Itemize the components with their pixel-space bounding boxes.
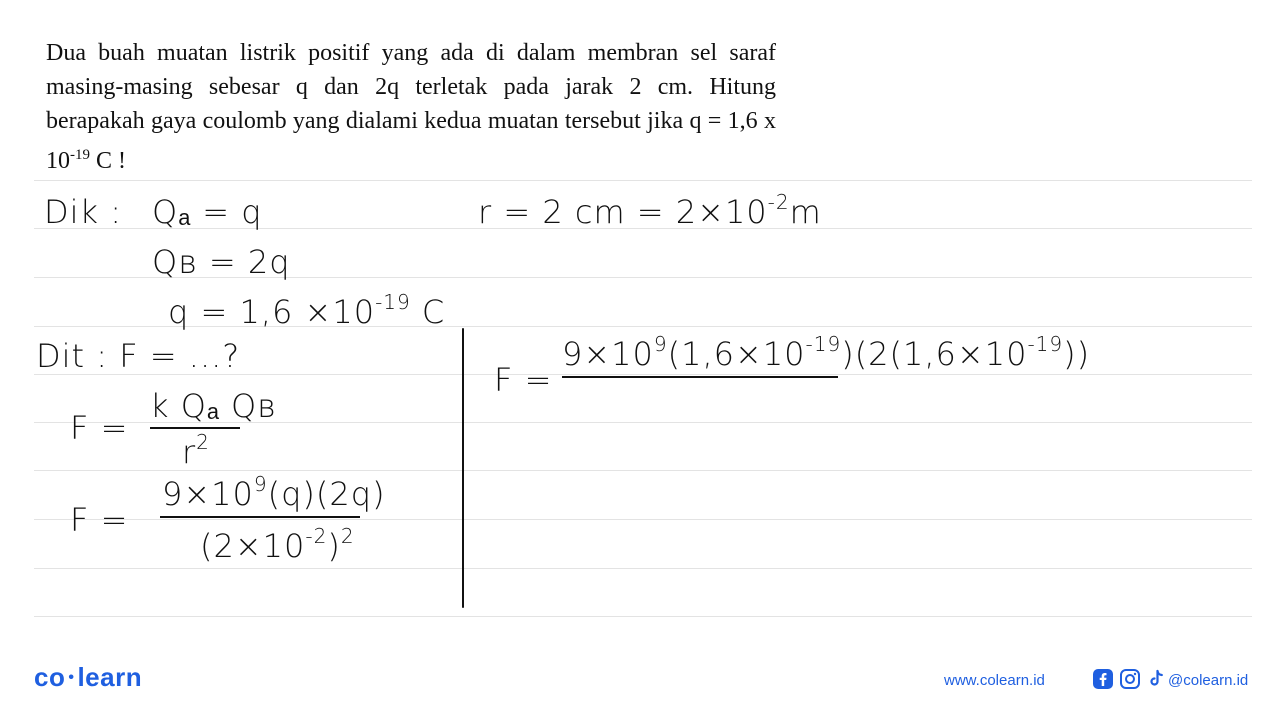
right-expression — [562, 334, 1090, 374]
subst-numerator — [162, 474, 386, 514]
logo-right: learn — [77, 662, 143, 692]
subst-lhs: F = — [70, 501, 129, 539]
subst-denominator — [200, 526, 355, 566]
ruled-line — [34, 470, 1252, 471]
subst-num-rest: (q)(2q) — [267, 475, 386, 513]
q-value-exp: -19 — [375, 290, 411, 314]
qb-line: Qʙ = 2q — [152, 243, 291, 281]
right-expr-a-exp: 9 — [653, 332, 668, 356]
subst-den-base: (2×10 — [200, 527, 306, 565]
right-expr-b: (1,6×10 — [667, 335, 806, 373]
q-value-unit: C — [421, 293, 446, 331]
subst-den-exp: -2 — [305, 524, 328, 548]
tiktok-icon[interactable] — [1145, 668, 1167, 690]
instagram-icon[interactable] — [1119, 668, 1141, 690]
problem-text: Dua buah muatan listrik positif yang ada di dalam membran sel saraf masing-masing sebesar q dan 2q terletak pada jarak 2 cm. Hitung berapakah gaya coulomb yang dialami kedua muatan tersebut jika q = 1,6 x 10 — [46, 40, 776, 174]
subst-num-base: 9×10 — [162, 475, 254, 513]
formula-lhs: F = — [70, 409, 129, 447]
right-expr-c: )(2(1,6×10 — [841, 335, 1028, 373]
dik-label: Dik : — [44, 193, 123, 231]
logo-dot: • — [68, 669, 75, 686]
problem-exponent: -19 — [70, 147, 90, 163]
right-fraction-bar — [562, 376, 838, 378]
right-expr-b-exp: -19 — [805, 332, 842, 356]
r-line-unit: m — [789, 193, 822, 231]
formula-den-exp: 2 — [196, 430, 210, 454]
r-line — [478, 192, 822, 232]
subst-fraction-bar — [160, 516, 360, 518]
formula-den-base: r — [182, 433, 197, 471]
problem-statement — [46, 36, 776, 178]
ruled-line — [34, 568, 1252, 569]
formula-fraction-bar — [150, 427, 240, 429]
footer-url[interactable]: www.colearn.id — [944, 672, 1045, 689]
ruled-line — [34, 180, 1252, 181]
q-value-line — [168, 292, 445, 332]
q-value-base: q = 1,6 ×10 — [168, 293, 376, 331]
r-line-exp: -2 — [767, 190, 790, 214]
facebook-icon[interactable] — [1092, 668, 1114, 690]
vertical-divider — [462, 328, 464, 608]
colearn-logo — [34, 662, 142, 693]
formula-denominator — [182, 432, 210, 472]
subst-den-close: ) — [327, 527, 341, 565]
qa-line: Qₐ = q — [152, 193, 263, 231]
logo-left: co — [34, 662, 66, 692]
formula-numerator: k Qₐ Qʙ — [150, 387, 277, 425]
ruled-line — [34, 616, 1252, 617]
dit-line: Dit : F = ...? — [36, 337, 241, 375]
ruled-line — [34, 519, 1252, 520]
subst-den-pow: 2 — [340, 524, 355, 548]
subst-num-exp: 9 — [253, 472, 268, 496]
right-expr-d: )) — [1063, 335, 1091, 373]
right-lhs: F = — [494, 361, 553, 399]
problem-suffix: C ! — [90, 148, 126, 174]
r-line-base: r = 2 cm = 2×10 — [478, 193, 768, 231]
right-expr-c-exp: -19 — [1027, 332, 1064, 356]
social-handle[interactable]: @colearn.id — [1168, 672, 1249, 689]
right-expr-a: 9×10 — [562, 335, 654, 373]
